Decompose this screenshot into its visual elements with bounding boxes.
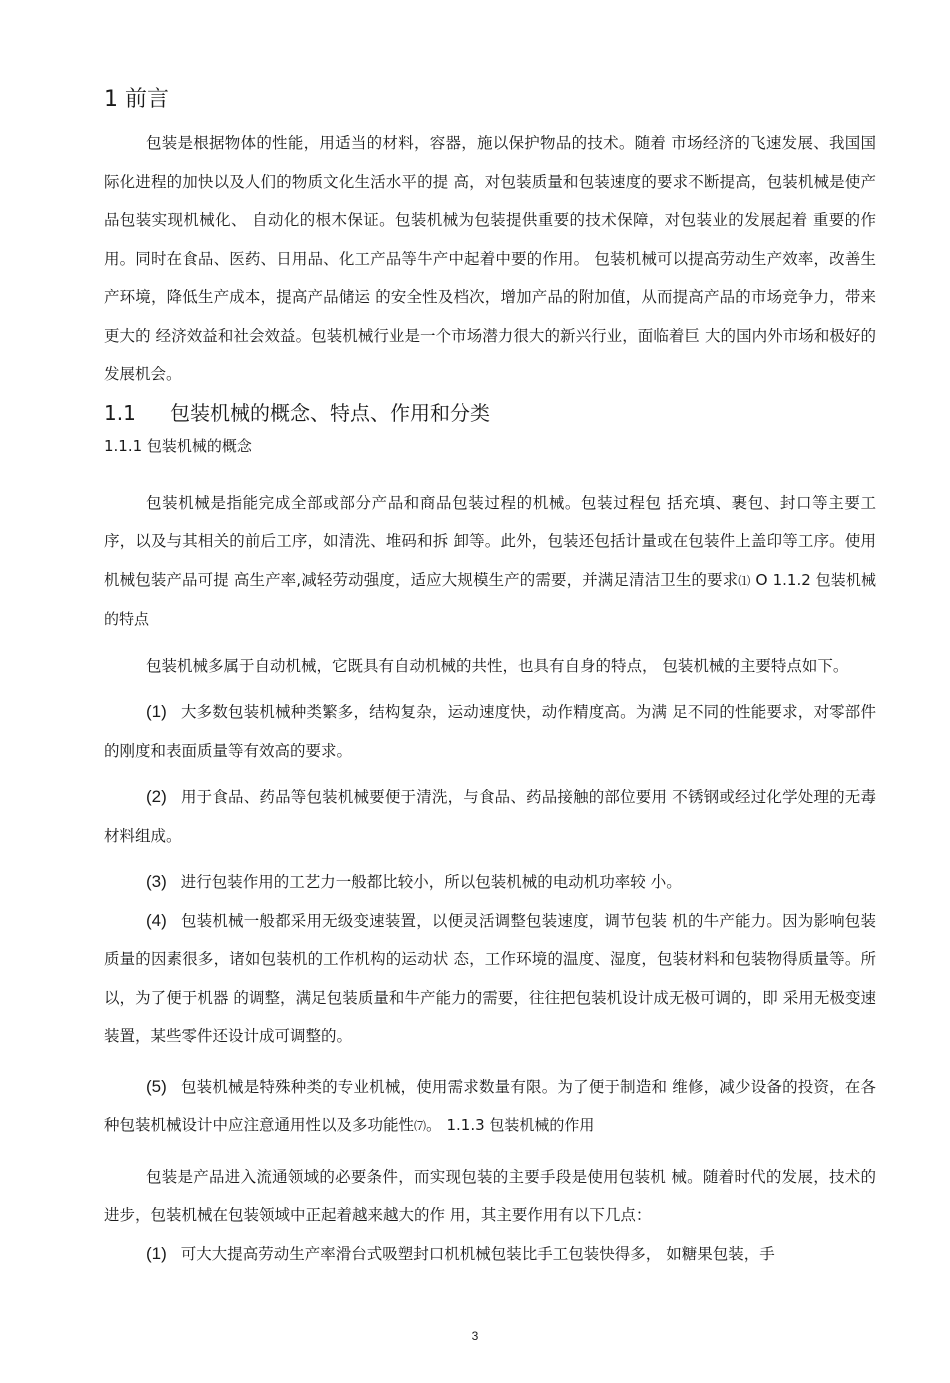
item-marker: (5) (146, 1076, 167, 1096)
role-paragraph: 包装是产品进入流通领域的必要条件，而实现包装的主要手段是使用包装机 械。随着时代的发展，技术的进步，包装机械在包装领域中正起着越来越大的作 用，其主要作用有以下几点： (104, 1167, 876, 1224)
subsection-heading-1-1-3: 1.1.3 包装机械的作用 (446, 1116, 595, 1134)
feature-item (104, 778, 876, 855)
spacer (104, 1056, 876, 1068)
feature-item (104, 693, 876, 770)
item-text: 包装机械是特殊种类的专业机械，使用需求数量有限。为了便于制造和 维修，减少设备的投资，在各种包装机械设计中应注意通用性以及多功能性 (104, 1077, 876, 1134)
item-text: 包装机械一般都采用无级变速装置，以便灵活调整包装速度，调节包装 机的牛产能力。因为影响包装质量的因素很多，诸如包装机的工作机构的运动状 态，工作环境的温度、湿度，包装材料和包装物得质量等。所以，为了便于机器 的调整，满足包装质量和牛产能力的需要，往往把包装机设计成无极可调的，即 采用无极变速装置，某些零件还设计成可调整的。 (104, 911, 876, 1045)
section-heading-1-1 (104, 398, 876, 428)
item-text: 大多数包装机械种类繁多，结构复杂，运动速度快，动作精度高。为满 足不同的性能要求，对零部件的刚度和表面质量等有效高的要求。 (104, 703, 876, 760)
role-item (104, 1235, 876, 1274)
concept-text: 包装机械是指能完成全部或部分产品和商品包装过程的机械。包装过程包 括充填、裹包、封口等主要工序，以及与其相关的前后工序，如清洗、堆码和拆 卸等。此外，包装还包括计量或在包装件上盖印等工序。使用机械包装产品可提 高生产率,减轻劳动强度，适应大规模生产的需要，并满足清洁卫生的要求 (104, 493, 876, 589)
feature-item (104, 902, 876, 1056)
page-number: 3 (471, 1329, 479, 1343)
item-marker: (2) (146, 787, 167, 806)
item-text: 可大大提高劳动生产率滑台式吸塑封口机机械包装比手工包装快得多， 如糖果包装，手 (180, 1244, 775, 1263)
item-marker: (4) (146, 910, 167, 930)
intro-paragraph: 包装是根据物体的性能，用适当的材料，容器，施以保护物品的技术。随着 市场经济的飞速发展、我国国际化进程的加快以及人们的物质文化生活水平的提 高，对包装质量和包装速度的要求不断提高，包装机械是使产品包装实现机械化、 自动化的根木保证。包装机械为包装提供重要的技术保障，对包装业的发展起着 重要的作用。同时在食品、医药、日用品、化工产品等牛产中起着中要的作用。 包装机械可以提高劳动生产效率，改善生产环境，降低生产成本，提高产品储运 的安全性及档次，增加产品的附加值，从而提高产品的市场竞争力，带来更大的 经济效益和社会效益。包装机械行业是一个市场潜力很大的新兴行业，面临着巨 大的国内外市场和极好的发展机会。 (104, 134, 876, 383)
reference-mark: ⑴ (738, 573, 751, 588)
section-number: 1.1 (104, 400, 136, 425)
concept-tail: O (750, 570, 773, 589)
spacer (104, 639, 876, 647)
subsection-heading-1-1-2: 1.1.2 包装机械的特点 (104, 570, 876, 628)
feature-item (104, 1068, 876, 1146)
chapter-heading: 1 前言 (104, 87, 169, 112)
features-intro-paragraph: 包装机械多属于自动机械，它既具有自动机械的共性，也具有自身的特点， 包装机械的主要特点如下。 (146, 656, 849, 675)
item-tail: 。 (426, 1116, 447, 1134)
item-marker: (1) (146, 1243, 167, 1263)
spacer (104, 1146, 876, 1158)
subsection-heading-1-1-1: 1.1.1 包装机械的概念 (104, 436, 252, 455)
spacer (104, 770, 876, 778)
spacer (104, 685, 876, 693)
spacer (104, 855, 876, 863)
page-content (104, 84, 876, 1273)
concept-paragraph (104, 484, 876, 639)
item-text: 进行包装作用的工艺力一般都比较小，所以包装机械的电动机功率较 小。 (180, 873, 682, 891)
item-marker: (1) (146, 702, 167, 721)
item-marker: (3) (146, 872, 167, 891)
section-title: 包装机械的概念、特点、作用和分类 (170, 400, 490, 425)
feature-item (104, 863, 876, 902)
reference-mark: ⑺ (414, 1119, 427, 1133)
item-text: 用于食品、药品等包装机械要便于清洗，与食品、药品接触的部位要用 不锈钢或经过化学处理的无毒材料组成。 (104, 788, 876, 845)
